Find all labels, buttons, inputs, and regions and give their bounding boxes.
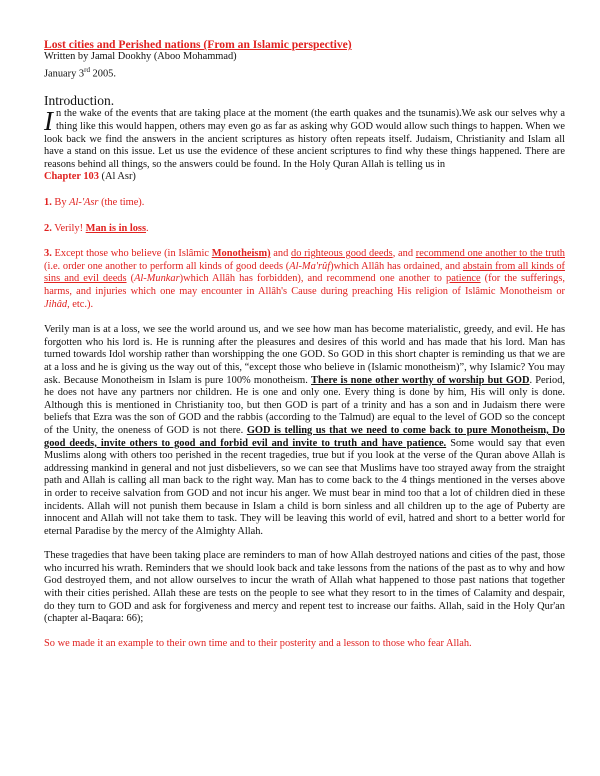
verse-1 (44, 197, 565, 210)
verse-text: etc.). (69, 298, 94, 310)
verse-underline: recommend one another to the truth (415, 248, 565, 260)
date-superscript: rd (84, 65, 90, 74)
paragraph-emphasis: There is none other worthy of worship but GOD (311, 374, 530, 386)
chapter-name: (Al Asr) (98, 171, 136, 183)
verse-number: 2. (44, 222, 52, 234)
verse-emphasis: Monotheism) (211, 248, 271, 260)
paragraph-text: . Period, he does not have any partners nor children. He is one and only one. Every thing is done by him, His will only is done. Although this is mentioned in Christianity too, but then GOD is part of a trinity and has a son and in Judaism there were beliefs that Ezra was the son of GOD and the rabbis (according to the Talmud) are equal to the level of GOD so the concept of the Unity, the oneness of GOD is not there. (44, 374, 566, 436)
verse-text: )which Allâh has ordained, and (330, 260, 463, 272)
verse-text: ( (126, 273, 135, 285)
verse-underline: patience (446, 273, 481, 285)
verse-text: (for the sufferings, harms, and injuries which one may encounter in Allâh's Cause during preaching His religion of Islâmic Monotheism or (44, 273, 566, 297)
verse-term: Jihâd, (44, 298, 70, 310)
verse-text: (the time). (98, 197, 145, 209)
verse-text: and (270, 248, 292, 260)
date-suffix: 2005. (89, 67, 116, 79)
verse-text: Except those who believe (in Islâmic (51, 248, 212, 260)
author-line: Written by Jamal Dookhy (Aboo Mohammad) (44, 51, 237, 62)
verse-text: By (51, 197, 70, 209)
verse-number: 1. (44, 197, 52, 209)
chapter-label: Chapter 103 (44, 171, 99, 183)
paragraph-emphasis: GOD is telling us that we need to come back to pure Monotheism, Do good deeds, invite others to good and forbid evil and invite to truth and have patience. (44, 424, 565, 449)
verse-text: Verily! (51, 222, 86, 234)
verse-term: Al-'Asr (69, 197, 99, 209)
verse-text: )which Allâh has forbidden), and recommend one another to (179, 273, 447, 285)
verse-term: Al-Ma'rûf (289, 260, 331, 272)
verse-number: 3. (44, 248, 52, 260)
verse-emphasis: Man is in loss (85, 222, 147, 234)
body-paragraph-1 (44, 324, 565, 538)
date-line (44, 64, 565, 81)
intro-text: n the wake of the events that are taking place at the moment (the earth quakes and the tsunamis).We ask our selves why a thing like this would happen, others may even go as far as asking why GOD would allow such things to happen. When we look back we find the answers in the ancient scriptures as history often repeats itself. Judaism, Christianity and Islam all have a stand on this issue. Let us use the evidence of these ancient scriptures to find why these things happened. There are reasons behind all things, so the answers could be found. In the Holy Quran Allah is telling us in (44, 108, 565, 170)
document-page (44, 38, 565, 650)
paragraph-text: Verily man is at a loss, we see the world around us, and we see how man has become materialistic, greedy, and evil. He has forgotten who his lord is. He is running after the pleasures and desires of this world and has made that his lord. Man has turned towards Idol worship rather than worshipping the one GOD. So GOD in this short chapter is reminding us that we are at a loss and he is giving us the way out of this, “except those who believe in (Islamic monotheism)”, why Islamic? You may ask. Because Monotheism in Islam is pure 100% monotheism. (44, 324, 565, 386)
verse-term: Al-Munkar (134, 273, 180, 285)
date-prefix: January 3 (44, 67, 85, 79)
introduction-heading: Introduction. (44, 93, 115, 109)
verse-2 (44, 223, 565, 236)
verse-text: (i.e. order one another to perform all kinds of good deeds ( (44, 260, 290, 272)
quoted-verse: So we made it an example to their own time and to their posterity and a lesson to those who fear Allah. (44, 637, 472, 649)
verse-text: , and (392, 248, 416, 260)
document-title: Lost cities and Perished nations (From an Islamic perspective) (44, 38, 352, 51)
verse-underline: abstain from all kinds of sins and evil deeds (44, 260, 566, 285)
verse-text: . (146, 222, 149, 234)
body-paragraph-2: These tragedies that have been taking place are reminders to man of how Allah destroyed nations and cities of the past, those who incurred his wrath. Reminders that we should look back and take lessons from the nations of the past as to why and how God destroyed them, and not allow ourselves to incur the wrath of Allah what happened to those past nations that together with their cities perished. Allah these are tests on the people to see what they resort to in the times of Calamity and despair, do they turn to GOD and ask for forgiveness and mercy and repent test to increase our faiths. Allah, said in the Holy Qur'an (chapter al-Baqara: 66); (44, 550, 565, 625)
verse-underline: do righteous good deeds (291, 248, 393, 260)
drop-cap: I (44, 106, 53, 137)
intro-paragraph (44, 108, 565, 171)
paragraph-text: Some would say that even Muslims along with others too perished in the recent tragedies, true but if you look at the verse of the Quran above Allah is addressing mankind in general and not just disbelievers, so we can see that Muslims have too strayed away from the straight path and Allah is calling all man back to the right way. Man has to come back to the 4 things mentioned in the verses above in order to receive salvation from GOD and not incur his anger. We must bear in mind too that a lot of children died in these incidents. Allah will not punish them because in Islam a child is born sinless and all children up to the age of Puberty are innocent and Allah will not take them to task. They will be leaving this world of evil, hatred and short to a better world for eternal Paradise by the mercy of the Almighty Allah. (44, 437, 565, 537)
verse-3 (44, 248, 565, 311)
chapter-reference (44, 171, 565, 184)
